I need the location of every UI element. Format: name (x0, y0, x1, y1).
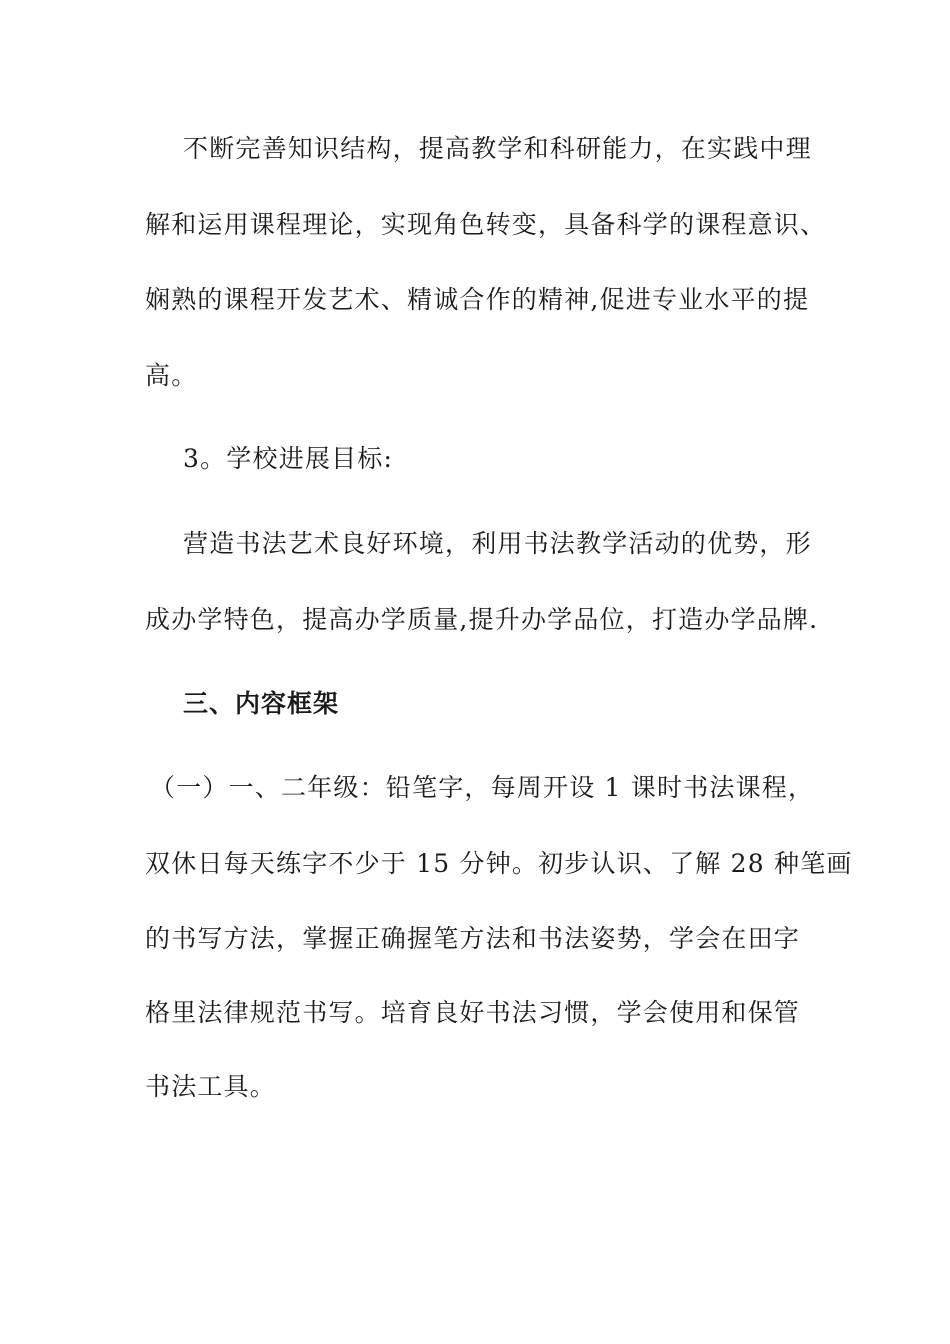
paragraph-2-line-1: 3。学校进展目标: (183, 444, 394, 473)
paragraph-4-line-4: 格里法律规范书写。培育良好书法习惯，学会使用和保管 (145, 998, 801, 1027)
paragraph-1-line-4: 高。 (145, 361, 198, 390)
paragraph-4-line-2: 双休日每天练字不少于 15 分钟。初步认识、了解 28 种笔画 (145, 849, 853, 878)
paragraph-1-line-1: 不断完善知识结构，提高教学和科研能力，在实践中理 (183, 134, 812, 163)
paragraph-3-line-1: 营造书法艺术良好环境，利用书法教学活动的优势，形 (183, 529, 812, 558)
paragraph-1-line-3: 娴熟的课程开发艺术、精诚合作的精神,促进专业水平的提 (145, 285, 810, 314)
paragraph-4-line-5: 书法工具。 (145, 1072, 277, 1101)
section-heading: 三、内容框架 (183, 689, 340, 718)
paragraph-4-line-3: 的书写方法，掌握正确握笔方法和书法姿势，学会在田字 (145, 924, 801, 953)
paragraph-4-line-1: （一）一、二年级：铅笔字，每周开设 1 课时书法课程， (150, 773, 815, 802)
paragraph-3-line-2: 成办学特色，提高办学质量,提升办学品位，打造办学品牌. (145, 605, 819, 634)
paragraph-1-line-2: 解和运用课程理论，实现角色转变，具备科学的课程意识、 (145, 210, 827, 239)
